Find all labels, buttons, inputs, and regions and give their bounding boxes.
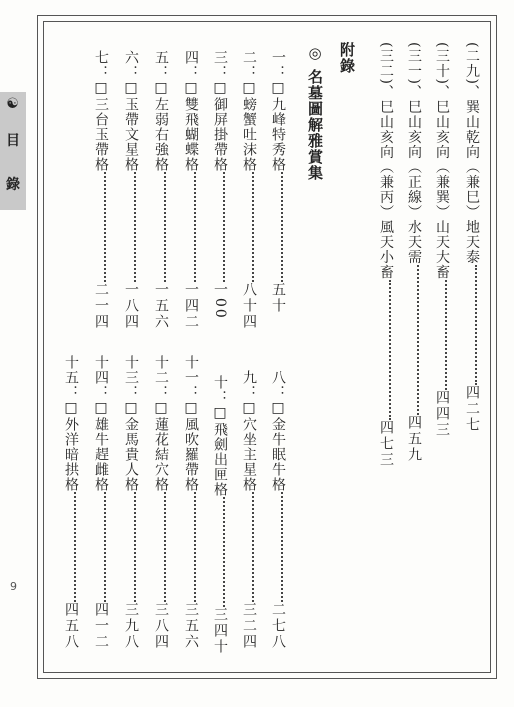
toc-entry-page: 四一二 xyxy=(93,602,109,650)
appendix-entry[interactable] xyxy=(212,50,232,320)
toc-entry-page: 三九八 xyxy=(123,602,139,650)
toc-entry-label: 十一：□風吹羅帶格 xyxy=(183,355,199,492)
dot-leader xyxy=(164,172,166,282)
toc-entry-page: 四七三 xyxy=(378,419,394,468)
toc-entry-label: 九：□穴坐主星格 xyxy=(241,370,257,492)
toc-entry-page: 一00 xyxy=(212,282,228,320)
dot-leader xyxy=(389,280,391,420)
dot-leader xyxy=(74,492,76,602)
appendix-entry[interactable] xyxy=(123,355,143,650)
toc-entry-page: 三二四 xyxy=(241,602,257,650)
dot-leader xyxy=(252,172,254,282)
toc-entry-label: 二：□螃蟹吐沫格 xyxy=(241,50,257,172)
toc-entry-page: 三四十 xyxy=(212,607,228,655)
toc-entry-page: 一五六 xyxy=(153,282,169,330)
toc-entry[interactable] xyxy=(378,42,398,468)
toc-entry-page: 一四二 xyxy=(183,282,199,330)
appendix-entry[interactable] xyxy=(270,370,290,650)
toc-entry[interactable] xyxy=(434,42,454,438)
toc-entry-label: 十二：□蓮花結穴格 xyxy=(153,355,169,492)
toc-entry-page: 四五九 xyxy=(406,414,422,463)
toc-entry-label: 五：□左弱右強格 xyxy=(153,50,169,172)
sidebar-tab xyxy=(0,92,26,210)
toc-entry-page: 一八四 xyxy=(123,282,139,330)
section-heading xyxy=(306,44,323,181)
yin-yang-swirl-icon: ☯ xyxy=(6,96,19,112)
toc-entry-label: (三十)、巳山亥向（兼巽）山天大畜 xyxy=(434,42,450,280)
dot-leader xyxy=(417,265,419,415)
appendix-entry[interactable] xyxy=(123,50,143,330)
toc-entry-page: 四二七 xyxy=(464,384,480,433)
dot-leader xyxy=(445,280,447,390)
toc-entry-page: 二一四 xyxy=(93,282,109,330)
toc-entry-label: (二九)、巽山乾向（兼巳）地天泰 xyxy=(464,42,480,265)
dot-leader xyxy=(194,172,196,282)
dot-leader xyxy=(223,172,225,282)
dot-leader xyxy=(252,492,254,602)
dot-leader xyxy=(475,265,477,385)
appendix-entry[interactable] xyxy=(183,355,203,650)
toc-entry-label: 八：□金牛眠牛格 xyxy=(270,370,286,492)
page-number: 9 xyxy=(10,580,17,593)
toc-entry-label: 三：□御屏掛帶格 xyxy=(212,50,228,172)
appendix-entry[interactable] xyxy=(153,355,173,650)
toc-entry-page: 四四三 xyxy=(434,389,450,438)
appendix-entry[interactable] xyxy=(241,50,261,330)
toc-entry-label: 四：□雙飛蝴蝶格 xyxy=(183,50,199,172)
toc-entry[interactable] xyxy=(464,42,484,433)
dot-leader xyxy=(164,492,166,602)
toc-entry-label: 十五：□外洋暗拱格 xyxy=(63,355,79,492)
double-circle-bullet-icon: ◎ xyxy=(306,44,324,63)
toc-entry-label: 六：□玉帶文星格 xyxy=(123,50,139,172)
dot-leader xyxy=(223,497,225,607)
toc-entry-page: 四五八 xyxy=(63,602,79,650)
sidebar-label-lu: 錄 xyxy=(6,177,20,193)
appendix-entry[interactable] xyxy=(241,370,261,650)
dot-leader xyxy=(281,172,283,282)
appendix-entry[interactable] xyxy=(93,50,113,330)
dot-leader xyxy=(104,172,106,282)
appendix-entry[interactable] xyxy=(183,50,203,330)
appendix-entry[interactable] xyxy=(153,50,173,330)
toc-entry-label: 七：□三台玉帶格 xyxy=(93,50,109,172)
toc-entry-label: (三二)、巳山亥向（兼丙）風天小畜 xyxy=(378,42,394,280)
toc-entry-label: 一：□九峰特秀格 xyxy=(270,50,286,172)
sidebar-label-mu: 目 xyxy=(6,133,20,149)
toc-entry-page: 八十四 xyxy=(241,282,257,330)
toc-entry[interactable] xyxy=(406,42,426,463)
appendix-entry[interactable] xyxy=(93,355,113,650)
appendix-entry[interactable] xyxy=(212,375,232,655)
dot-leader xyxy=(194,492,196,602)
appendix-entry[interactable] xyxy=(270,50,290,314)
appendix-entry[interactable] xyxy=(63,355,83,650)
toc-entry-page: 三八四 xyxy=(153,602,169,650)
dot-leader xyxy=(281,492,283,602)
toc-entry-label: 十：□飛劍出匣格 xyxy=(212,375,228,497)
section-heading-text: 名墓圖解雅賞集 xyxy=(306,69,324,181)
dot-leader xyxy=(134,172,136,282)
toc-entry-page: 五十 xyxy=(270,282,286,314)
toc-entry-label: 十三：□金馬貴人格 xyxy=(123,355,139,492)
toc-entry-label: 十四：□雄牛趕雌格 xyxy=(93,355,109,492)
appendix-title: 附錄 xyxy=(338,42,356,74)
dot-leader xyxy=(134,492,136,602)
toc-entry-page: 二七八 xyxy=(270,602,286,650)
toc-entry-page: 三五六 xyxy=(183,602,199,650)
dot-leader xyxy=(104,492,106,602)
toc-entry-label: (三一)、巳山亥向（正線）水天需 xyxy=(406,42,422,265)
